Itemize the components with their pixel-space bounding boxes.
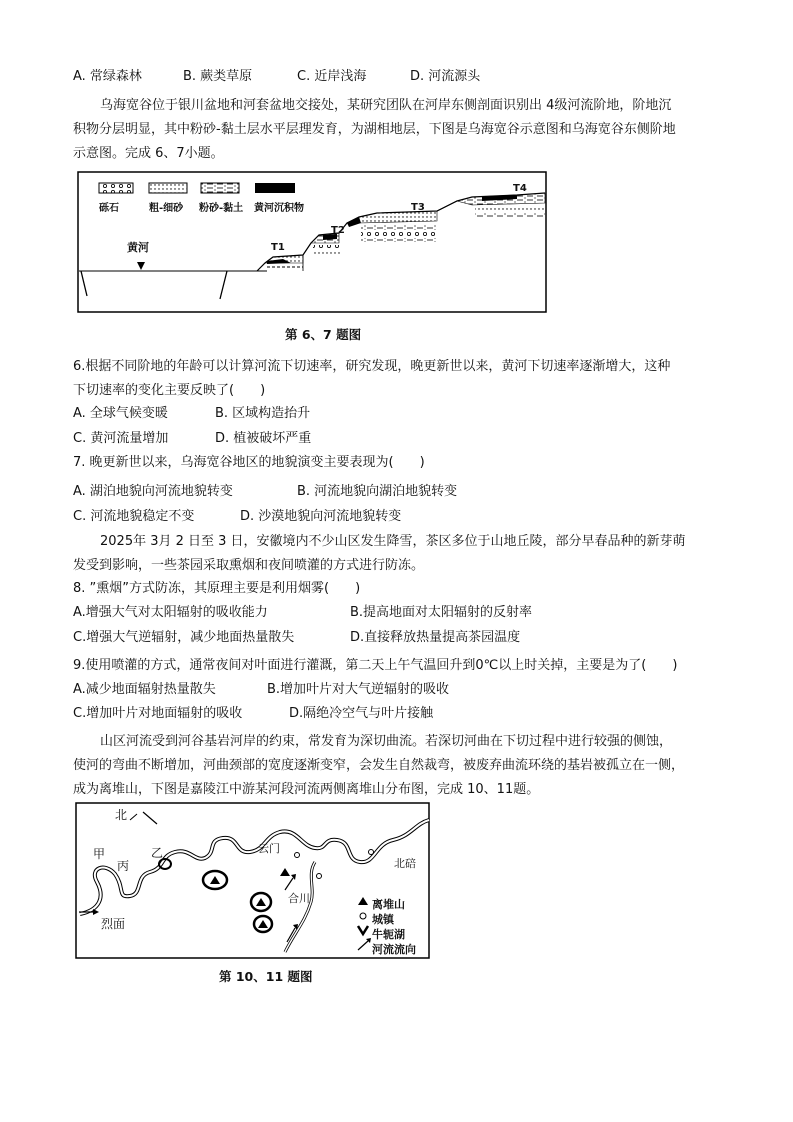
legend-label-flow: 河流流向 — [372, 943, 416, 956]
place-yi: 乙 — [151, 846, 164, 860]
legend-sand-swatch — [149, 183, 187, 193]
q9-stem: 9.使用喷灌的方式，通常夜间对叶面进行灌溉，第二天上午气温回升到0℃以上时关掉，主要是为了( ) — [73, 658, 678, 673]
legend-yellow-river-sediment-swatch — [255, 183, 295, 193]
legend-label-oxbow: 牛轭湖 — [372, 928, 405, 941]
q7-option-a: A. 湖泊地貌向河流地貌转变 — [73, 484, 233, 499]
passage3-line: 山区河流受到河谷基岩河岸的约束，常发育为深切曲流。若深切河曲在下切过程中进行较强的侧蚀， — [100, 734, 673, 749]
legend-silt-swatch — [201, 183, 239, 193]
place-jia: 甲 — [93, 847, 106, 861]
q9-option-a: A.减少地面辐射热量散失 — [73, 682, 216, 697]
river-label: 黄河 — [127, 241, 149, 254]
q9-option-d: D.隔绝冷空气与叶片接触 — [289, 706, 434, 721]
q6-option-b: B. 区域构造抬升 — [215, 406, 311, 421]
q9-option-b: B.增加叶片对大气逆辐射的吸收 — [267, 682, 450, 697]
town-marker — [369, 850, 374, 855]
q8-option-d: D.直接释放热量提高茶园温度 — [350, 630, 521, 645]
place-liemian: 烈面 — [101, 917, 126, 931]
q8-stem: 8. ”熏烟”方式防冻，其原理主要是利用烟雾( ) — [73, 581, 361, 596]
q5-option-d: D. 河流源头 — [410, 69, 481, 84]
terrace-label-t1: T1 — [271, 242, 285, 253]
legend-label-hill: 离堆山 — [372, 898, 405, 911]
passage1-line: 乌海宽谷位于银川盆地和河套盆地交接处，某研究团队在河岸东侧剖面识别出 4级河流阶地，阶地沉 — [100, 98, 672, 113]
terrace-label-t4: T4 — [513, 183, 527, 194]
q7-option-b: B. 河流地貌向湖泊地貌转变 — [297, 484, 458, 499]
q6-option-a: A. 全球气候变暖 — [73, 406, 168, 421]
legend-label-town: 城镇 — [372, 913, 394, 926]
legend-town-icon — [360, 913, 366, 919]
q7-stem: 7. 晚更新世以来，乌海宽谷地区的地貌演变主要表现为( ) — [73, 455, 425, 470]
north-label: 北 — [115, 808, 128, 822]
place-bing: 丙 — [117, 859, 130, 873]
q9-option-c: C.增加叶片对地面辐射的吸收 — [73, 706, 243, 721]
place-hechuan: 合川 — [288, 892, 310, 905]
legend-label-silt: 粉砂-黏土 — [199, 203, 244, 214]
q6-option-d: D. 植被破坏严重 — [215, 431, 312, 446]
town-marker — [317, 874, 322, 879]
q5-option-a: A. 常绿森林 — [73, 69, 142, 84]
place-yunmen: 云门 — [258, 842, 280, 855]
passage2-line: 发受到影响，一些茶园采取熏烟和夜间喷灌的方式进行防冻。 — [73, 558, 425, 573]
legend-gravel-swatch — [99, 183, 133, 193]
passage1-line: 积物分层明显，其中粉砂-黏土层水平层理发育，为湖相地层，下图是乌海宽谷示意图和乌海宽谷东侧阶地 — [73, 122, 676, 137]
q6-stem: 下切速率的变化主要反映了( ) — [73, 383, 266, 398]
passage3-line: 使河的弯曲不断增加，河曲颈部的宽度逐渐变窄，会发生自然裁弯，被废弃曲流环绕的基岩被孤立在一侧， — [73, 758, 685, 773]
legend-label-gravel: 砾石 — [99, 203, 119, 214]
q7-option-c: C. 河流地貌稳定不变 — [73, 509, 195, 524]
q7-option-d: D. 沙漠地貌向河流地貌转变 — [240, 509, 402, 524]
q8-option-a: A.增强大气对太阳辐射的吸收能力 — [73, 605, 268, 620]
passage3-line: 成为离堆山，下图是嘉陵江中游某河段河流两侧离堆山分布图，完成 10、11题。 — [73, 782, 540, 797]
terrace-label-t2: T2 — [331, 225, 345, 236]
q5-option-c: C. 近岸浅海 — [297, 69, 367, 84]
place-beibei: 北碚 — [394, 857, 416, 870]
terrace-label-t3: T3 — [411, 202, 425, 213]
legend-label-yellow-river-sediment: 黄河沉积物 — [254, 203, 304, 214]
q8-option-b: B.提高地面对太阳辐射的反射率 — [350, 605, 533, 620]
passage2-line: 2025年 3月 2 日至 3 日，安徽境内不少山区发生降雪，茶区多位于山地丘陵，部分早春品种的新芽萌 — [100, 534, 686, 549]
q6-option-c: C. 黄河流量增加 — [73, 431, 169, 446]
legend-label-sand: 粗-细砂 — [149, 203, 184, 214]
figure1-caption: 第 6、7 题图 — [285, 327, 362, 342]
passage1-line: 示意图。完成 6、7小题。 — [73, 146, 224, 161]
q8-option-c: C.增强大气逆辐射，减少地面热量散失 — [73, 630, 295, 645]
town-marker — [295, 853, 300, 858]
figure2-caption: 第 10、11 题图 — [219, 969, 313, 984]
q6-stem: 6.根据不同阶地的年龄可以计算河流下切速率，研究发现，晚更新世以来，黄河下切速率逐渐增大，这种 — [73, 359, 671, 374]
q5-option-b: B. 蕨类草原 — [183, 69, 253, 84]
